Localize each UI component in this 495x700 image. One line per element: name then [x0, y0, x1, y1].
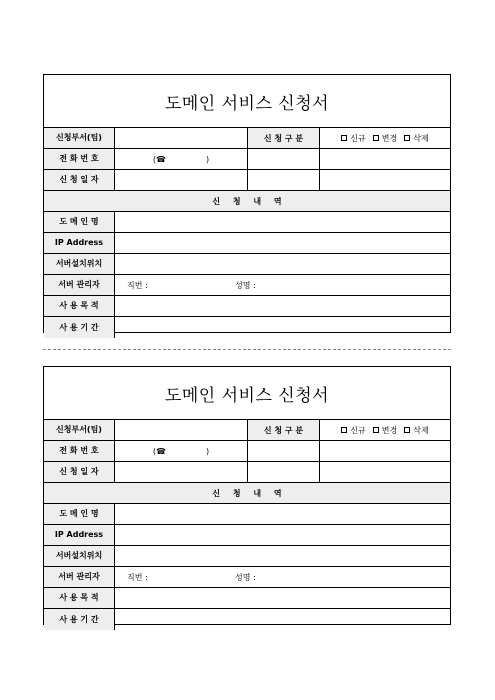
- date-field[interactable]: [115, 170, 248, 190]
- dept-label: 신청부서(팀): [44, 128, 115, 148]
- purpose-label: 사 용 목 적: [44, 296, 115, 316]
- domain-label: 도 메 인 명: [44, 504, 115, 524]
- name-label: 성명 :: [235, 572, 256, 582]
- rank-label: 직번 :: [127, 572, 148, 582]
- phone-field[interactable]: (☎ ): [115, 441, 248, 461]
- option-change[interactable]: 변경: [373, 133, 397, 144]
- phone-label: 전 화 번 호: [44, 441, 115, 461]
- checkbox-icon[interactable]: [404, 427, 410, 433]
- option-delete[interactable]: 삭제: [404, 425, 428, 436]
- option-new[interactable]: 신규: [341, 133, 365, 144]
- location-label: 서버설치위치: [44, 254, 115, 274]
- checkbox-icon[interactable]: [373, 427, 379, 433]
- application-form-top: [43, 74, 451, 333]
- location-field[interactable]: [115, 546, 450, 566]
- purpose-label: 사 용 목 적: [44, 588, 115, 608]
- period-field[interactable]: [115, 609, 450, 630]
- cut-line-divider: [43, 349, 451, 350]
- type-label: 신 청 구 분: [248, 420, 320, 440]
- form-title: 도메인 서비스 신청서: [44, 75, 450, 128]
- checkbox-icon[interactable]: [404, 135, 410, 141]
- section-title: 신 청 내 역: [44, 191, 450, 212]
- dept-label: 신청부서(팀): [44, 420, 115, 440]
- admin-field[interactable]: [115, 275, 450, 295]
- option-change[interactable]: 변경: [373, 425, 397, 436]
- admin-label: 서버 관리자: [44, 567, 115, 587]
- admin-field[interactable]: [115, 567, 450, 587]
- type-label: 신 청 구 분: [248, 128, 320, 148]
- ip-field[interactable]: [115, 233, 450, 253]
- rank-label: 직번 :: [127, 280, 148, 290]
- ip-label: IP Address: [44, 525, 115, 545]
- application-form-bottom: [43, 366, 451, 625]
- domain-field[interactable]: [115, 212, 450, 232]
- domain-field[interactable]: [115, 504, 450, 524]
- ip-label: IP Address: [44, 233, 115, 253]
- phone-field[interactable]: (☎ ): [115, 149, 248, 169]
- section-title: 신 청 내 역: [44, 483, 450, 504]
- purpose-field[interactable]: [115, 588, 450, 608]
- form-title: 도메인 서비스 신청서: [44, 367, 450, 420]
- name-label: 성명 :: [235, 280, 256, 290]
- admin-label: 서버 관리자: [44, 275, 115, 295]
- date-field[interactable]: [115, 462, 248, 482]
- phone-label: 전 화 번 호: [44, 149, 115, 169]
- ip-field[interactable]: [115, 525, 450, 545]
- date-label: 신 청 일 자: [44, 170, 115, 190]
- period-label: 사 용 기 간: [44, 609, 115, 630]
- checkbox-icon[interactable]: [373, 135, 379, 141]
- checkbox-icon[interactable]: [341, 427, 347, 433]
- option-new[interactable]: 신규: [341, 425, 365, 436]
- dept-field[interactable]: [115, 420, 248, 440]
- period-label: 사 용 기 간: [44, 317, 115, 338]
- location-field[interactable]: [115, 254, 450, 274]
- option-delete[interactable]: 삭제: [404, 133, 428, 144]
- checkbox-icon[interactable]: [341, 135, 347, 141]
- dept-field[interactable]: [115, 128, 248, 148]
- date-label: 신 청 일 자: [44, 462, 115, 482]
- location-label: 서버설치위치: [44, 546, 115, 566]
- period-field[interactable]: [115, 317, 450, 338]
- purpose-field[interactable]: [115, 296, 450, 316]
- domain-label: 도 메 인 명: [44, 212, 115, 232]
